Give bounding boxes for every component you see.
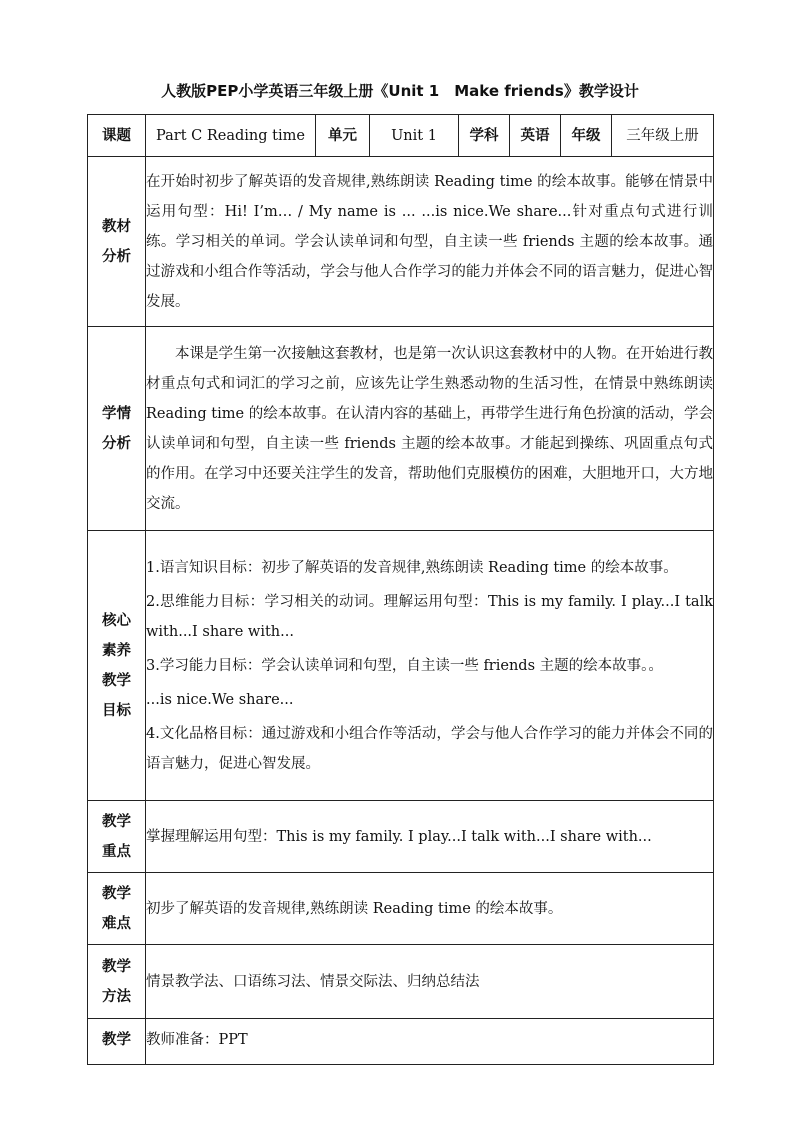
preparation-text — [146, 1019, 714, 1065]
difficulties-label — [88, 873, 146, 945]
difficulties-text — [146, 873, 714, 945]
preparation-row — [88, 1019, 714, 1065]
preparation-label-line1: 教学 — [102, 1032, 131, 1048]
learner-analysis-text — [146, 327, 714, 531]
unit-label: 单元 — [316, 115, 370, 157]
grade-value: 三年级上册 — [612, 115, 714, 157]
core-goals-label-line4: 目标 — [102, 702, 131, 719]
topic-label: 课题 — [88, 115, 146, 157]
header-row — [88, 115, 714, 157]
goal-thinking: 2.思维能力目标：学习相关的动词。理解运用句型：This is my family. I play...I talk with...I share with... — [146, 593, 713, 640]
subject-value: 英语 — [510, 115, 561, 157]
unit-value: Unit 1 — [370, 115, 459, 157]
methods-label-line1: 教学 — [102, 958, 131, 975]
learner-analysis-paragraph: 本课是学生第一次接触这套教材，也是第一次认识这套教材中的人物。在开始进行教材重点句式和词汇的学习之前，应该先让学生熟悉动物的生活习性，在情景中熟练朗读 Reading time 的绘本故事。在认清内容的基础上，再带学生进行角色扮演的活动，学会认读单词和句型，自主读一些 friends 主题的绘本故事。才能起到操练、巩固重点句式的作用。在学习中还要关注学生的发音，帮助他们克服模仿的困难，大胆地开口，大方地交流。 — [146, 345, 713, 512]
material-analysis-label-line1: 教材 — [102, 218, 131, 235]
topic-value: Part C Reading time — [146, 115, 316, 157]
difficulties-paragraph: 初步了解英语的发音规律,熟练朗读 Reading time 的绘本故事。 — [146, 900, 563, 917]
material-analysis-row — [88, 157, 714, 327]
difficulties-label-line1: 教学 — [102, 885, 131, 902]
learner-analysis-label-line2: 分析 — [102, 435, 131, 452]
methods-label — [88, 945, 146, 1019]
key-points-label-line1: 教学 — [102, 813, 131, 830]
difficulties-row — [88, 873, 714, 945]
core-goals-label — [88, 531, 146, 801]
core-goals-text — [146, 531, 714, 801]
lesson-plan-table — [87, 114, 714, 1065]
goal-culture: 4.文化品格目标：通过游戏和小组合作等活动，学会与他人合作学习的能力并体会不同的语言魅力，促进心智发展。 — [146, 725, 713, 772]
difficulties-label-line2: 难点 — [102, 915, 131, 932]
preparation-paragraph: 教师准备：PPT — [146, 1032, 248, 1048]
material-analysis-paragraph: 在开始时初步了解英语的发音规律,熟练朗读 Reading time 的绘本故事。能够在情景中运用句型：Hi! I’m… / My name is ... ...is nice.We share...针对重点句式进行训练。学习相关的单词。学会认读单词和句型，自主读一些 friends 主题的绘本故事。通过游戏和小组合作等活动，学会与他人合作学习的能力并体会不同的语言魅力，促进心智发展。 — [146, 173, 713, 310]
learner-analysis-label-line1: 学情 — [102, 405, 131, 422]
methods-label-line2: 方法 — [102, 988, 131, 1005]
goal-language: 1.语言知识目标：初步了解英语的发音规律,熟练朗读 Reading time 的绘本故事。 — [146, 559, 678, 576]
methods-text — [146, 945, 714, 1019]
key-points-text — [146, 801, 714, 873]
grade-label: 年级 — [561, 115, 612, 157]
core-goals-label-line2: 素养 — [102, 642, 131, 659]
learner-analysis-label — [88, 327, 146, 531]
methods-row — [88, 945, 714, 1019]
key-points-row — [88, 801, 714, 873]
core-goals-row — [88, 531, 714, 801]
subject-label: 学科 — [459, 115, 510, 157]
goal-learning: 3.学习能力目标：学会认读单词和句型，自主读一些 friends 主题的绘本故事。。 — [146, 657, 663, 674]
material-analysis-label-line2: 分析 — [102, 248, 131, 265]
learner-analysis-row — [88, 327, 714, 531]
preparation-label — [88, 1019, 146, 1065]
key-points-paragraph: 掌握理解运用句型：This is my family. I play...I talk with...I share with... — [146, 828, 652, 845]
key-points-label — [88, 801, 146, 873]
goal-learning-extra: ...is nice.We share... — [146, 691, 294, 708]
methods-paragraph: 情景教学法、口语练习法、情景交际法、归纳总结法 — [146, 973, 480, 990]
material-analysis-label — [88, 157, 146, 327]
core-goals-label-line3: 教学 — [102, 672, 131, 689]
material-analysis-text — [146, 157, 714, 327]
key-points-label-line2: 重点 — [102, 843, 131, 860]
page-title: 人教版PEP小学英语三年级上册《Unit 1 Make friends》教学设计 — [161, 82, 639, 100]
core-goals-label-line1: 核心 — [102, 612, 131, 629]
